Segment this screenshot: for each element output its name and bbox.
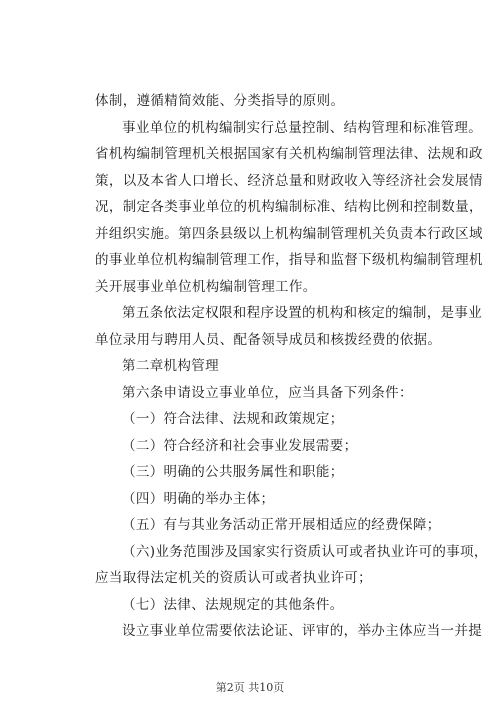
text-line: 设立事业单位需要依法论证、评审的，举办主体应当一并提 <box>122 623 483 639</box>
text-line: 关开展事业单位机构编制管理工作。 <box>95 278 317 295</box>
list-item: （七）法律、法规规定的其他条件。 <box>122 596 344 613</box>
list-item: （六)业务范围涉及国家实行资质认可或者执业许可的事项， <box>122 543 488 560</box>
text-line: 策，以及本省人口增长、经济总量和财政收入等经济社会发展情 <box>95 172 483 189</box>
list-item: （三）明确的公共服务属性和职能； <box>122 464 344 480</box>
list-item: （五）有与其业务活动正常开展相适应的经费保障； <box>122 517 441 533</box>
text-line: 应当取得法定机关的资质认可或者执业许可； <box>95 570 372 586</box>
list-item: （一）符合法律、法规和政策规定； <box>122 411 344 427</box>
text-line: 况，制定各类事业单位的机构编制标准、结构比例和控制数量， <box>95 199 483 215</box>
text-line: 第六条申请设立事业单位，应当具备下列条件： <box>122 384 413 401</box>
document-body <box>95 88 488 645</box>
text-line: 第五条依法定权限和程序设置的机构和核定的编制，是事业 <box>122 305 483 321</box>
page-number: 第2页 共10页 <box>215 681 285 694</box>
text-line: 事业单位的机构编制实行总量控制、结构管理和标准管理。 <box>122 119 483 136</box>
list-item: （四）明确的举办主体； <box>122 490 275 507</box>
text-line: 省机构编制管理机关根据国家有关机构编制管理法律、法规和政 <box>95 146 483 162</box>
text-line: 的事业单位机构编制管理工作，指导和监督下级机构编制管理机 <box>95 252 483 268</box>
text-line: 体制，遵循精简效能、分类指导的原则。 <box>95 93 345 109</box>
chapter-heading: 第二章机构管理 <box>122 358 219 374</box>
text-line: 单位录用与聘用人员、配备领导成员和核拨经费的依据。 <box>95 331 442 348</box>
list-item: （二）符合经济和社会事业发展需要； <box>122 437 358 454</box>
text-line: 并组织实施。第四条县级以上机构编制管理机关负责本行政区域 <box>95 225 483 242</box>
page-footer <box>0 679 500 695</box>
